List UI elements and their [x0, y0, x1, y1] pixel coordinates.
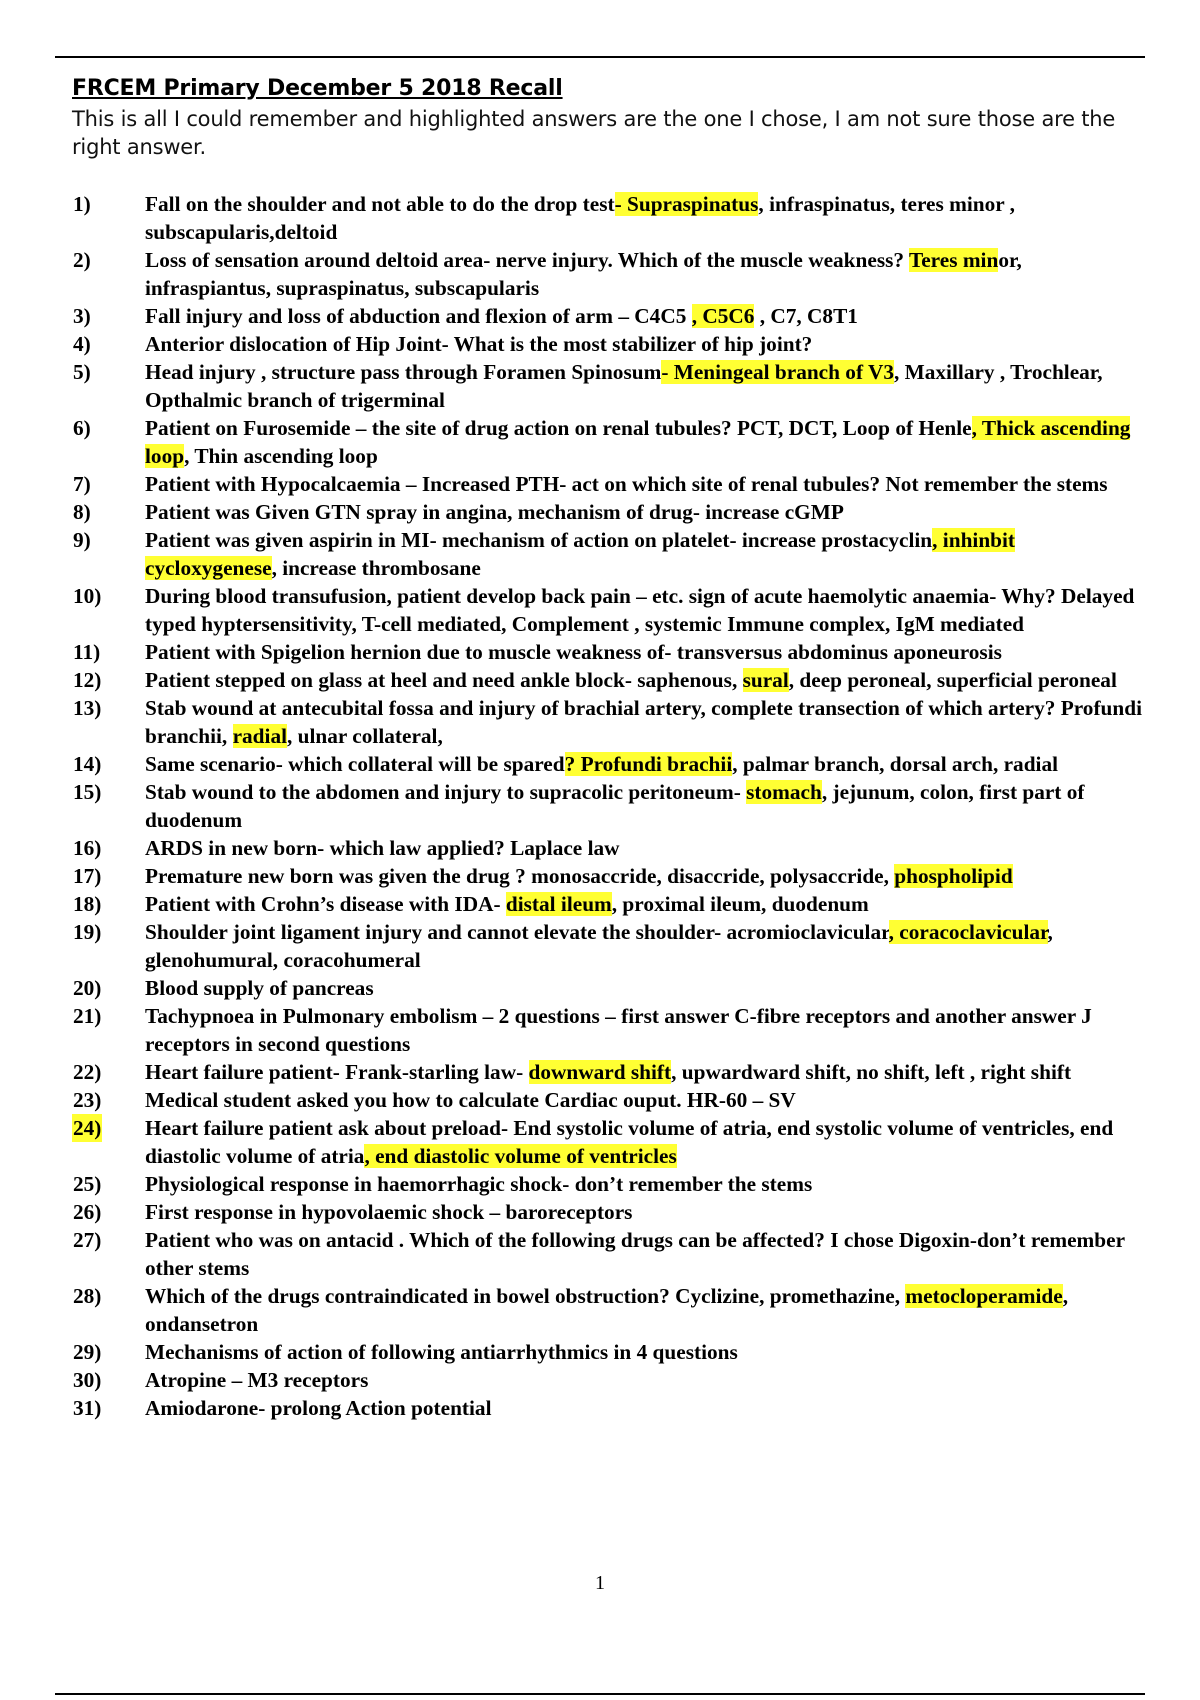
question-number: 22): [73, 1060, 102, 1084]
question-item: [72, 750, 1147, 778]
question-number: 11): [73, 640, 101, 664]
question-item: [72, 302, 1147, 330]
question-text: Patient with Crohn’s disease with IDA-: [145, 892, 506, 916]
question-list: [72, 190, 1147, 1422]
question-number: 30): [73, 1368, 102, 1392]
question-item: [72, 358, 1147, 414]
question-text: Patient on Furosemide – the site of drug action on renal tubules? PCT, DCT, Loop of Henle: [145, 416, 972, 440]
question-text: , proximal ileum, duodenum: [611, 892, 869, 916]
question-item: [72, 526, 1147, 582]
question-item: [72, 1170, 1147, 1198]
question-text: , infraspinatus, teres minor , subscapularis,deltoid: [145, 192, 1015, 244]
question-number: 29): [73, 1340, 102, 1364]
question-item: [72, 1058, 1147, 1086]
highlighted-answer: metocloperamide: [905, 1284, 1063, 1308]
highlighted-answer: Teres min: [908, 248, 999, 272]
question-number: 7): [73, 472, 91, 496]
question-text: , Thin ascending loop: [184, 444, 378, 468]
question-text: Patient who was on antacid . Which of the following drugs can be affected? I chose Digoxin-don’t remember other stems: [145, 1228, 1125, 1280]
page-number: 1: [595, 1572, 605, 1594]
question-text: Mechanisms of action of following antiarrhythmics in 4 questions: [145, 1340, 738, 1364]
highlighted-answer: , end diastolic volume of ventricles: [364, 1144, 677, 1168]
question-number: 23): [73, 1088, 102, 1112]
question-item: [72, 1198, 1147, 1226]
question-text: Head injury , structure pass through Foramen Spinosum: [145, 360, 662, 384]
bottom-rule: [55, 1693, 1145, 1695]
document-title: FRCEM Primary December 5 2018 Recall: [72, 76, 563, 101]
question-text: , ulnar collateral,: [287, 724, 443, 748]
question-number: 8): [73, 500, 91, 524]
question-text: ARDS in new born- which law applied? Laplace law: [145, 836, 620, 860]
question-number: 26): [73, 1200, 102, 1224]
question-item: [72, 834, 1147, 862]
highlighted-answer: - Supraspinatus: [614, 192, 759, 216]
question-text: , ondansetron: [145, 1284, 1069, 1336]
question-text: Which of the drugs contraindicated in bowel obstruction? Cyclizine, promethazine,: [145, 1284, 906, 1308]
question-text: , palmar branch, dorsal arch, radial: [732, 752, 1059, 776]
question-item: [72, 1086, 1147, 1114]
question-text: Physiological response in haemorrhagic shock- don’t remember the stems: [145, 1172, 813, 1196]
question-number: 20): [73, 976, 102, 1000]
question-item: [72, 974, 1147, 1002]
question-number: 25): [73, 1172, 102, 1196]
highlighted-answer: , C5C6: [691, 304, 755, 328]
question-item: [72, 638, 1147, 666]
question-item: [72, 330, 1147, 358]
question-number: 4): [73, 332, 91, 356]
question-number: 19): [73, 920, 102, 944]
question-text: Medical student asked you how to calculate Cardiac ouput. HR-60 – SV: [145, 1088, 796, 1112]
question-item: [72, 1394, 1147, 1422]
question-text: Patient with Hypocalcaemia – Increased PTH- act on which site of renal tubules? Not remember the stems: [145, 472, 1108, 496]
highlighted-answer: , coracoclavicular: [888, 920, 1048, 944]
question-number: 17): [73, 864, 102, 888]
question-number: 16): [73, 836, 102, 860]
question-text: , jejunum, colon, first part of duodenum: [145, 780, 1085, 832]
question-text: Stab wound at antecubital fossa and injury of brachial artery, complete transection of which artery? Profundi branchii,: [145, 696, 1142, 748]
question-number: 5): [73, 360, 91, 384]
question-item: [72, 498, 1147, 526]
question-text: Anterior dislocation of Hip Joint- What is the most stabilizer of hip joint?: [145, 332, 813, 356]
highlighted-answer: phospholipid: [894, 864, 1013, 888]
question-number: 31): [73, 1396, 102, 1420]
question-item: [72, 1338, 1147, 1366]
question-number: 2): [73, 248, 91, 272]
question-item: [72, 1114, 1147, 1170]
question-number: 28): [73, 1284, 102, 1308]
question-item: [72, 470, 1147, 498]
question-number: 6): [73, 416, 91, 440]
question-text: Patient was Given GTN spray in angina, mechanism of drug- increase cGMP: [145, 500, 844, 524]
question-number: 10): [73, 584, 102, 608]
highlighted-answer: stomach: [746, 780, 822, 804]
question-text: Loss of sensation around deltoid area- nerve injury. Which of the muscle weakness?: [145, 248, 909, 272]
question-item: [72, 1226, 1147, 1282]
question-text: Fall injury and loss of abduction and flexion of arm – C4C5: [145, 304, 692, 328]
question-text: Patient was given aspirin in MI- mechanism of action on platelet- increase prostacyclin: [145, 528, 933, 552]
question-text: Blood supply of pancreas: [145, 976, 374, 1000]
question-text: Heart failure patient- Frank-starling law-: [145, 1060, 529, 1084]
highlighted-answer: , inhinbit cycloxygenese: [145, 528, 1016, 580]
question-text: First response in hypovolaemic shock – baroreceptors: [145, 1200, 633, 1224]
question-item: [72, 862, 1147, 890]
question-text: , glenohumural, coracohumeral: [145, 920, 1053, 972]
question-text: , C7, C8T1: [754, 304, 858, 328]
question-text: Amiodarone- prolong Action potential: [145, 1396, 492, 1420]
question-item: [72, 246, 1147, 302]
question-item: [72, 666, 1147, 694]
question-text: , Maxillary , Trochlear, Opthalmic branch of trigerminal: [145, 360, 1103, 412]
question-number: 12): [73, 668, 102, 692]
question-number: 21): [73, 1004, 102, 1028]
question-number: 18): [73, 892, 102, 916]
top-rule: [55, 56, 1145, 58]
question-number: 24): [73, 1116, 102, 1140]
question-text: , deep peroneal, superficial peroneal: [788, 668, 1117, 692]
question-text: Shoulder joint ligament injury and cannot elevate the shoulder- acromioclavicular: [145, 920, 889, 944]
question-item: [72, 190, 1147, 246]
question-text: During blood transufusion, patient develop back pain – etc. sign of acute haemolytic anaemia- Why? Delayed typed hyptersensitivity, T-cell mediated, Complement , systemic Immune complex, IgM mediated: [145, 584, 1135, 636]
highlighted-answer: , Thick ascending loop: [145, 416, 1131, 468]
question-text: Premature new born was given the drug ? monosaccride, disaccride, polysaccride,: [145, 864, 895, 888]
question-text: Same scenario- which collateral will be spared: [145, 752, 565, 776]
highlighted-answer: downward shift: [528, 1060, 672, 1084]
question-item: [72, 414, 1147, 470]
question-number: 14): [73, 752, 102, 776]
highlighted-answer: ? Profundi brachii: [564, 752, 733, 776]
question-text: Fall on the shoulder and not able to do the drop test: [145, 192, 615, 216]
intro-text: This is all I could remember and highlighted answers are the one I chose, I am not sure those are the right answer.: [72, 107, 1116, 159]
question-number: 3): [73, 304, 91, 328]
question-number: 27): [73, 1228, 102, 1252]
highlighted-answer: - Meningeal branch of V3: [661, 360, 895, 384]
question-text: , increase thrombosane: [271, 556, 481, 580]
question-number: 13): [73, 696, 102, 720]
question-item: [72, 582, 1147, 638]
question-text: or, infraspiantus, supraspinatus, subscapularis: [145, 248, 1022, 300]
question-text: Heart failure patient ask about preload- End systolic volume of atria, end systolic volume of ventricles, end diastolic volume of atria: [145, 1116, 1114, 1168]
question-item: [72, 1002, 1147, 1058]
question-text: , upwardward shift, no shift, left , right shift: [671, 1060, 1072, 1084]
question-item: [72, 1282, 1147, 1338]
question-text: Tachypnoea in Pulmonary embolism – 2 questions – first answer C-fibre receptors and another answer J receptors in second questions: [145, 1004, 1092, 1056]
question-text: Atropine – M3 receptors: [145, 1368, 369, 1392]
question-item: [72, 890, 1147, 918]
question-number: 15): [73, 780, 102, 804]
question-text: Patient with Spigelion hernion due to muscle weakness of- transversus abdominus aponeurosis: [145, 640, 1002, 664]
question-text: Stab wound to the abdomen and injury to supracolic peritoneum-: [145, 780, 747, 804]
question-item: [72, 694, 1147, 750]
highlighted-answer: distal ileum: [505, 892, 612, 916]
question-item: [72, 918, 1147, 974]
question-number: 9): [73, 528, 91, 552]
question-item: [72, 1366, 1147, 1394]
highlighted-answer: radial: [232, 724, 288, 748]
highlighted-answer: sural: [742, 668, 789, 692]
question-text: Patient stepped on glass at heel and need ankle block- saphenous,: [145, 668, 743, 692]
question-number: 1): [73, 192, 91, 216]
question-item: [72, 778, 1147, 834]
